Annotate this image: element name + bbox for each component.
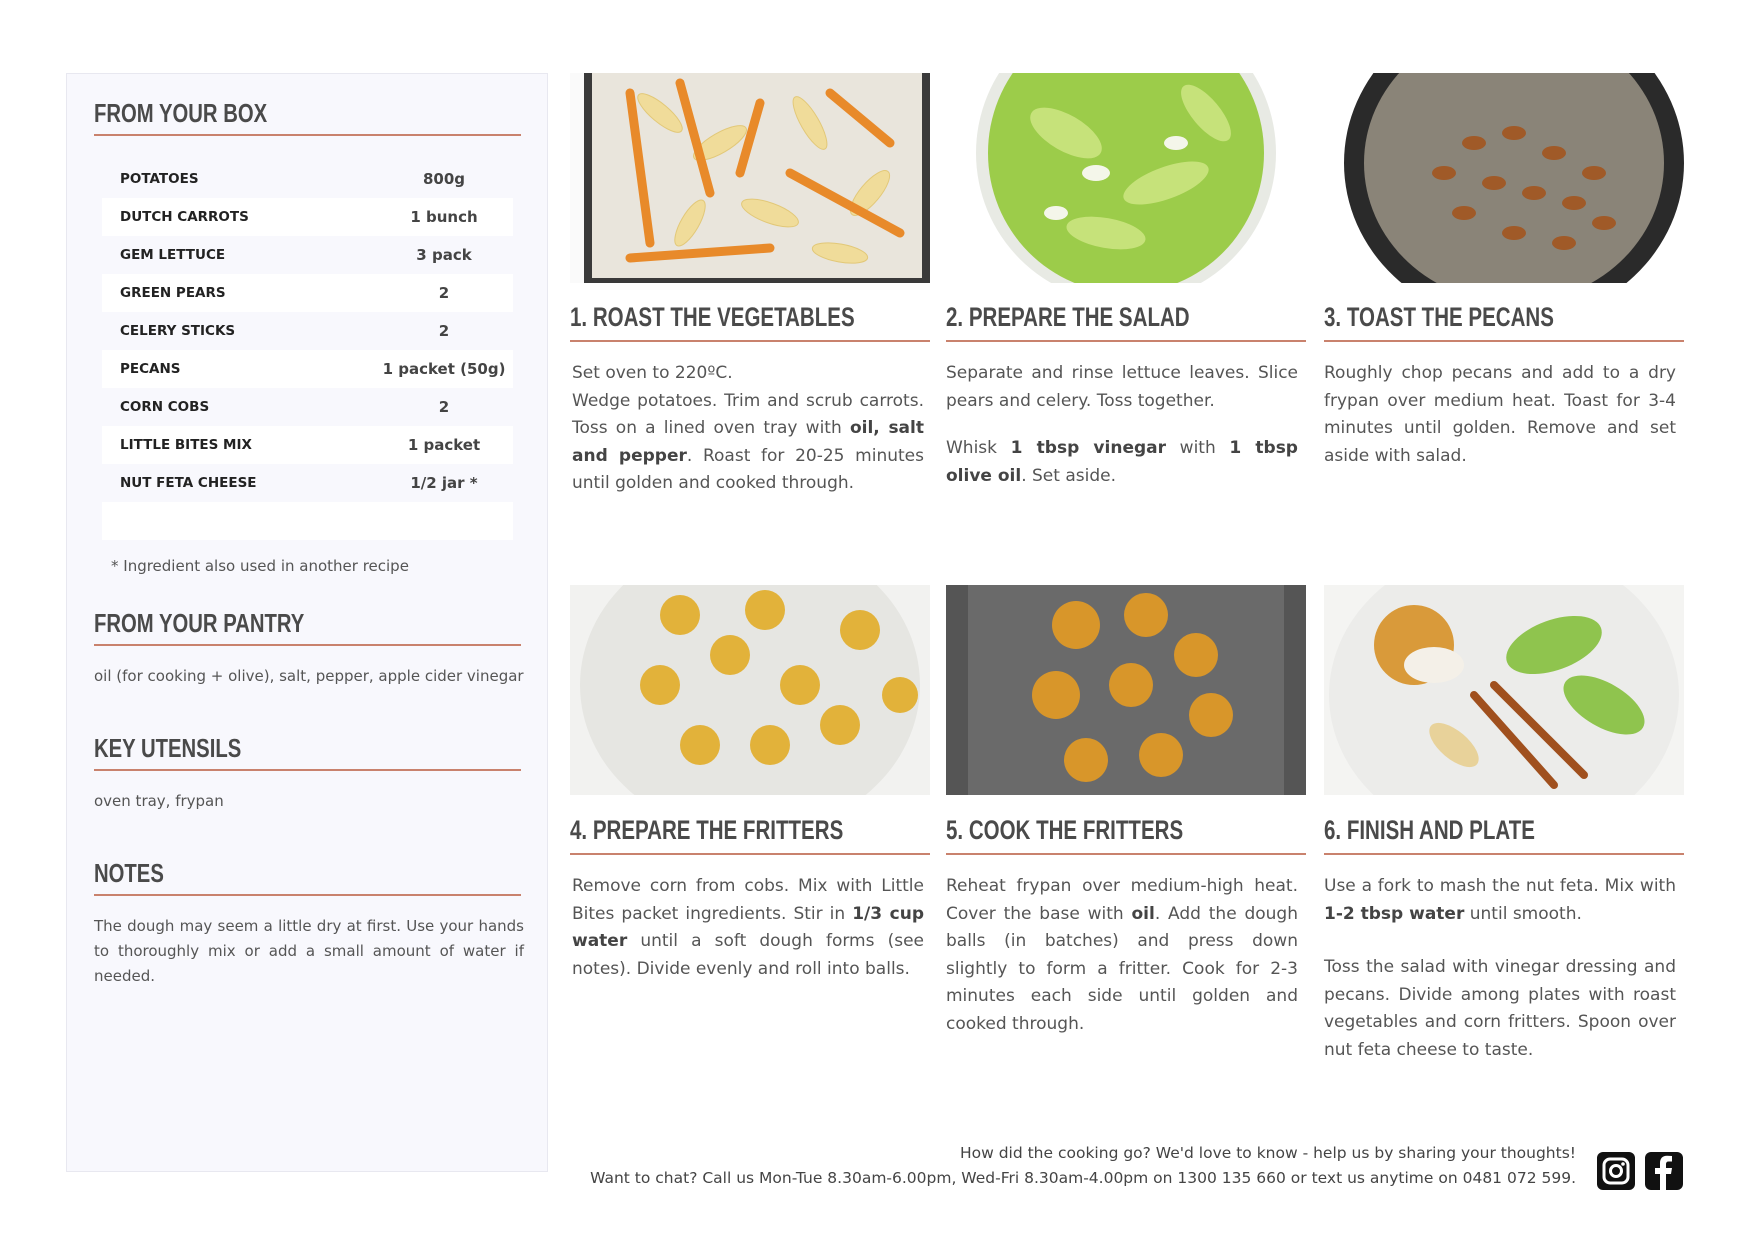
ingredient-row [102,274,513,312]
step-3-instructions [1324,360,1676,470]
ingredient-qty: 2 [438,322,450,340]
ingredient-footnote: * Ingredient also used in another recipe [111,557,409,575]
ingredient-row [102,198,513,236]
step-4-photo [570,585,930,795]
step-3-text: Roughly chop pecans and add to a dry frypan over medium heat. Toast for 3-4 minutes until golden. Remove and set aside with salad. [1324,363,1676,466]
key-utensils-title: KEY UTENSILS [94,733,242,763]
section-divider [94,769,521,771]
step-5-title: 5. COOK THE FRITTERS [946,815,1184,845]
pantry-items: oil (for cooking + olive), salt, pepper, apple cider vinegar [94,667,524,685]
ingredient-row [102,236,513,274]
ingredient-row [102,464,513,502]
step-divider [1324,340,1684,342]
ingredient-qty: 3 pack [416,246,472,264]
section-divider [94,894,521,896]
ingredient-qty: 2 [438,284,450,302]
step-1-title: 1. ROAST THE VEGETABLES [570,302,855,332]
contact-text: Want to chat? Call us Mon-Tue 8.30am-6.00pm, Wed-Fri 8.30am-4.00pm on 1300 135 660 or text us anytime on 0481 072 599. [590,1169,1576,1187]
step-divider [946,340,1306,342]
ingredient-qty: 800g [422,170,466,188]
notes-text: The dough may seem a little dry at first. Use your hands to thoroughly mix or add a small amount of water if needed. [94,917,524,985]
ingredient-name: CELERY STICKS [120,323,236,339]
step-divider [570,853,930,855]
step-divider [946,853,1306,855]
step-5-instructions: Reheat frypan over medium-high heat. Cover the base with oil. Add the dough balls (in batches) and press down slightly to form a fritter. Cook for 2-3 minutes each side until golden and cooked through. [946,876,1298,1034]
ingredient-qty: 1 packet [407,436,481,454]
ingredients-panel [66,73,548,1172]
ingredient-table [102,160,513,540]
step-3-photo [1324,73,1684,283]
ingredient-name: GEM LETTUCE [120,247,226,263]
step-4-title: 4. PREPARE THE FRITTERS [570,815,844,845]
feedback-text: How did the cooking go? We'd love to know - help us by sharing your thoughts! [959,1144,1576,1162]
from-your-pantry-title: FROM YOUR PANTRY [94,608,305,638]
ingredient-row [102,426,513,464]
ingredient-row [102,160,513,198]
ingredient-name: GREEN PEARS [120,285,226,301]
step-divider [570,340,930,342]
step-2-title: 2. PREPARE THE SALAD [946,302,1190,332]
step-3-title: 3. TOAST THE PECANS [1324,302,1554,332]
step-2-text: Separate and rinse lettuce leaves. Slice pears and celery. Toss together. [946,363,1298,411]
ingredient-qty: 1 bunch [410,208,478,226]
step-1-text: Set oven to 220ºC. [572,363,733,383]
ingredient-name: LITTLE BITES MIX [120,437,252,453]
step-5-photo [946,585,1306,795]
utensils-list: oven tray, frypan [94,792,224,810]
section-divider [94,644,521,646]
notes-title: NOTES [94,858,164,888]
from-your-box-title: FROM YOUR BOX [94,98,268,128]
step-6-instructions: Use a fork to mash the nut feta. Mix with 1-2 tbsp water until smooth. Toss the salad with vinegar dressing and pecans. Divide among plates with roast vegetables and corn fritters. Spoon over nut feta cheese to taste. [1324,873,1676,1064]
ingredient-qty: 1 packet (50g) [382,360,506,378]
facebook-icon[interactable] [1645,1152,1683,1190]
ingredient-name: PECANS [120,361,181,377]
step-6-text: Toss the salad with vinegar dressing and pecans. Divide among plates with roast vegetables and corn fritters. Spoon over nut feta cheese to taste. [1324,957,1676,1060]
ingredient-name: NUT FETA CHEESE [120,475,257,491]
instagram-icon[interactable] [1597,1152,1635,1190]
step-6-title: 6. FINISH AND PLATE [1324,815,1535,845]
ingredient-row [102,388,513,426]
ingredient-name: DUTCH CARROTS [120,209,249,225]
ingredient-qty: 1/2 jar * [410,474,478,492]
step-divider [1324,853,1684,855]
step-4-instructions: Remove corn from cobs. Mix with Little Bites packet ingredients. Stir in 1/3 cup water until a soft dough forms (see notes). Divide evenly and roll into balls. [572,876,924,979]
step-1-photo [570,73,930,283]
ingredient-row [102,312,513,350]
ingredient-name: POTATOES [120,171,199,187]
step-2-instructions: Separate and rinse lettuce leaves. Slice pears and celery. Toss together. Whisk 1 tbsp vinegar with 1 tbsp olive oil. Set aside. [946,360,1298,490]
ingredient-qty: 2 [438,398,450,416]
step-6-photo [1324,585,1684,795]
section-divider [94,134,521,136]
ingredient-name: CORN COBS [120,399,210,415]
step-1-instructions: Set oven to 220ºC. Wedge potatoes. Trim and scrub carrots. Toss on a lined oven tray with oil, salt and pepper. Roast for 20-25 minutes until golden and cooked through. [572,360,924,498]
step-2-photo [946,73,1306,283]
ingredient-row-empty [102,502,513,540]
ingredient-row [102,350,513,388]
